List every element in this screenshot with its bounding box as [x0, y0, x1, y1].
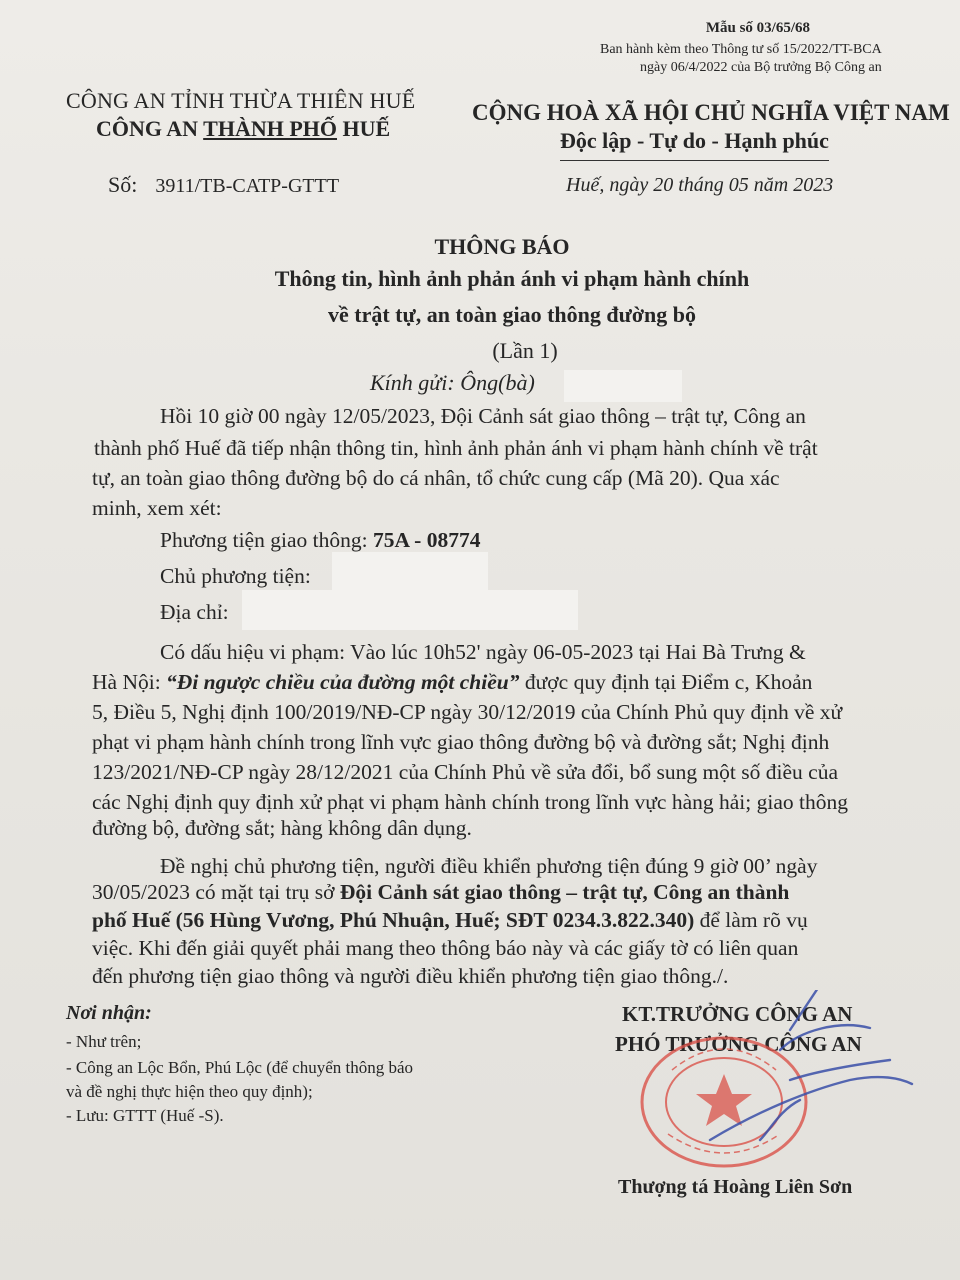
body-line: phố Huế (56 Hùng Vương, Phú Nhuận, Huế; SĐT 0234.3.822.340) để làm rõ vụ: [92, 908, 808, 932]
document-subtitle-1: Thông tin, hình ảnh phản ánh vi phạm hành chính: [274, 266, 750, 291]
address-label: Địa chỉ:: [160, 600, 229, 624]
body-line: việc. Khi đến giải quyết phải mang theo thông báo này và các giấy tờ có liên quan: [92, 936, 799, 960]
agency-parent: CÔNG AN TỈNH THỪA THIÊN HUẾ: [66, 88, 416, 113]
form-code: Mẫu số 03/65/68: [705, 20, 810, 36]
recipient-item: và đề nghị thực hiện theo quy định);: [66, 1082, 313, 1101]
owner-label: Chủ phương tiện:: [160, 564, 311, 588]
body-line: 123/2021/NĐ-CP ngày 28/12/2021 của Chính Phủ về sửa đổi, bổ sung một số điều của: [92, 760, 838, 784]
recipient-item: - Như trên;: [66, 1032, 142, 1051]
document-number: Số: 3911/TB-CATP-GTTT: [108, 172, 340, 197]
recipient-item: - Lưu: GTTT (Huế -S).: [66, 1106, 224, 1125]
body-line: các Nghị định quy định xử phạt vi phạm hành chính trong lĩnh vực hàng hải; giao thông: [92, 790, 848, 814]
signer-title-1: KT.TRƯỞNG CÔNG AN: [622, 1002, 853, 1026]
signature-mark: [650, 990, 920, 1190]
body-line: Hồi 10 giờ 00 ngày 12/05/2023, Đội Cảnh sát giao thông – trật tự, Công an: [160, 404, 806, 428]
redacted-owner: [332, 552, 488, 590]
recipient-item: - Công an Lộc Bổn, Phú Lộc (để chuyển thông báo: [66, 1058, 414, 1077]
vehicle-line: Phương tiện giao thông: 75A - 08774: [160, 528, 481, 552]
document-title: THÔNG BÁO: [434, 234, 570, 259]
national-motto: Độc lập - Tự do - Hạnh phúc: [560, 128, 829, 154]
body-line: Có dấu hiệu vi phạm: Vào lúc 10h52' ngày 06-05-2023 tại Hai Bà Trưng &: [160, 640, 806, 664]
redacted-recipient: [564, 370, 682, 402]
body-line: đường bộ, đường sắt; hàng không dân dụng.: [92, 816, 472, 840]
national-title: CỘNG HOÀ XÃ HỘI CHỦ NGHĨA VIỆT NAM: [472, 100, 950, 125]
body-line: phạt vi phạm hành chính trong lĩnh vực giao thông đường bộ và đường sắt; Nghị định: [92, 730, 830, 754]
signer-title-2: PHÓ TRƯỞNG CÔNG AN: [615, 1032, 862, 1056]
body-line: tự, an toàn giao thông đường bộ do cá nhân, tổ chức cung cấp (Mã 20). Qua xác: [92, 466, 780, 490]
redacted-address: [242, 590, 578, 630]
agency-name: CÔNG AN THÀNH PHỐ HUẾ: [96, 116, 391, 141]
body-line: đến phương tiện giao thông và người điều khiển phương tiện giao thông./.: [92, 964, 729, 988]
form-issued-line: Ban hành kèm theo Thông tư số 15/2022/TT-BCA: [600, 42, 882, 57]
body-line: thành phố Huế đã tiếp nhận thông tin, hình ảnh phản ánh vi phạm hành chính về trật: [94, 436, 818, 460]
body-line: Đề nghị chủ phương tiện, người điều khiển phương tiện đúng 9 giờ 00’ ngày: [160, 854, 818, 878]
form-date-line: ngày 06/4/2022 của Bộ trưởng Bộ Công an: [640, 60, 882, 75]
body-line: minh, xem xét:: [92, 496, 222, 520]
notice-count: (Lần 1): [492, 338, 558, 363]
recipient-label: Kính gửi: Ông(bà): [370, 370, 535, 395]
document-subtitle-2: về trật tự, an toàn giao thông đường bộ: [327, 302, 696, 327]
body-line: Hà Nội: “Đi ngược chiều của đường một chiều” được quy định tại Điểm c, Khoản: [92, 670, 813, 694]
body-line: 30/05/2023 có mặt tại trụ sở Đội Cảnh sát giao thông – trật tự, Công an thành: [92, 880, 790, 904]
place-date: Huế, ngày 20 tháng 05 năm 2023: [566, 174, 834, 196]
recipients-heading: Nơi nhận:: [66, 1002, 152, 1024]
signer-name: Thượng tá Hoàng Liên Sơn: [618, 1176, 853, 1198]
body-line: 5, Điều 5, Nghị định 100/2019/NĐ-CP ngày 30/12/2019 của Chính Phủ quy định về xử: [92, 700, 843, 724]
